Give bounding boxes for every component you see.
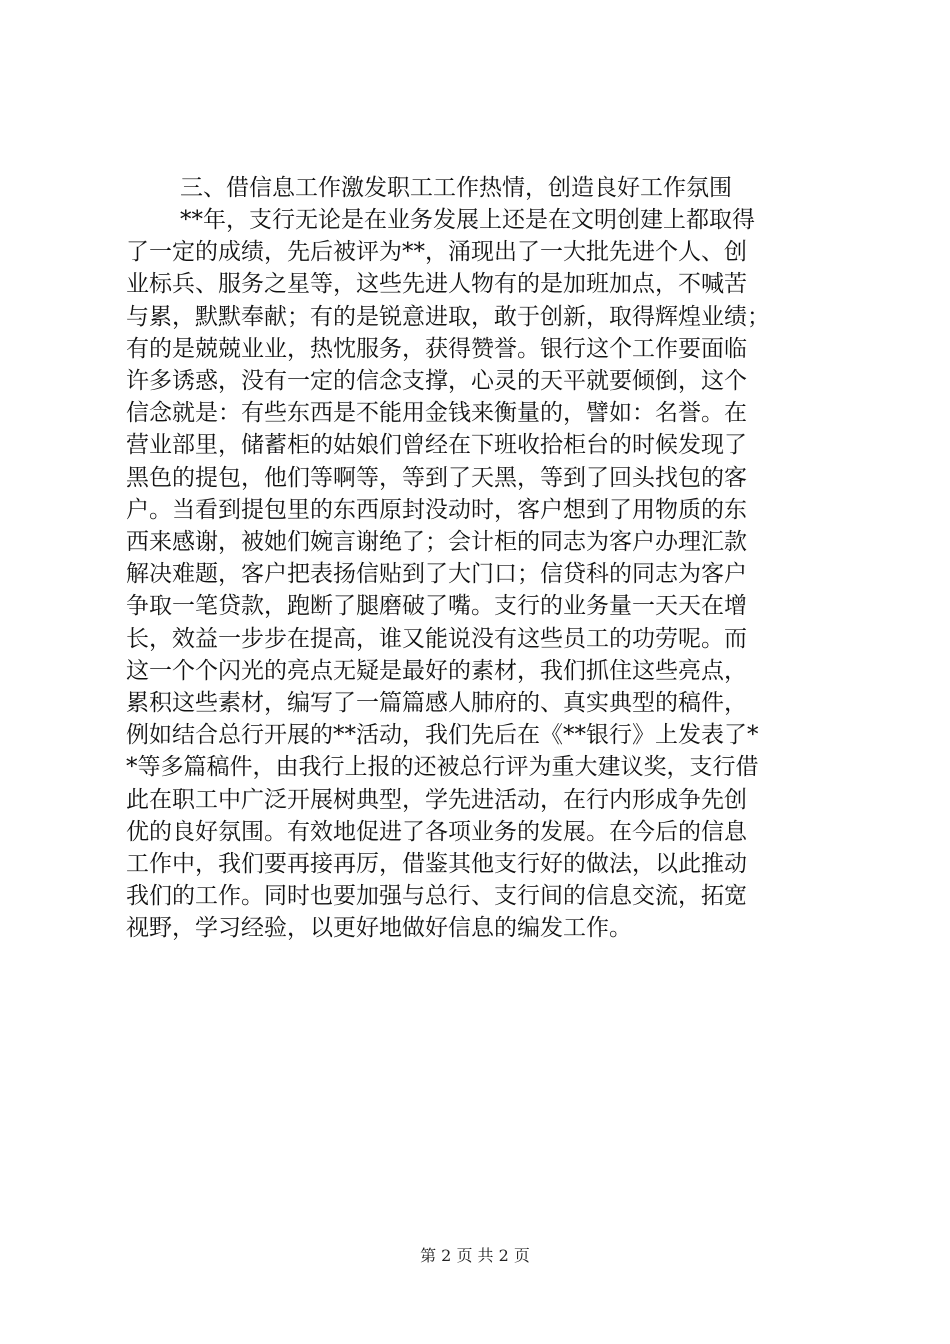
paragraph-line: *等多篇稿件，由我行上报的还被总行评为重大建议奖，支行借	[126, 754, 759, 781]
paragraph-line: 许多诱惑，没有一定的信念支撑，心灵的天平就要倾倒，这个	[126, 368, 747, 395]
paragraph-line: 争取一笔贷款，跑断了腿磨破了嘴。支行的业务量一天天在增	[126, 593, 747, 620]
paragraph-line: 户。当看到提包里的东西原封没动时，客户想到了用物质的东	[126, 496, 747, 523]
paragraph-line: 长，效益一步步在提高，谁又能说没有这些员工的功劳呢。而	[126, 625, 747, 652]
paragraph-line: 黑色的提包，他们等啊等，等到了天黑，等到了回头找包的客	[126, 464, 747, 491]
paragraph-line: 我们的工作。同时也要加强与总行、支行间的信息交流，拓宽	[126, 883, 747, 910]
paragraph-line: 工作中，我们要再接再厉，借鉴其他支行好的做法，以此推动	[126, 851, 747, 878]
paragraph-line: **年，支行无论是在业务发展上还是在文明创建上都取得	[180, 207, 755, 233]
paragraph-line: 有的是兢兢业业，热忱服务，获得赞誉。银行这个工作要面临	[126, 335, 747, 362]
page-number: 第 2 页 共 2 页	[420, 1246, 530, 1265]
paragraph-line: 累积这些素材，编写了一篇篇感人肺府的、真实典型的稿件，	[126, 690, 747, 717]
paragraph-line: 了一定的成绩，先后被评为**，涌现出了一大批先进个人、创	[126, 239, 747, 266]
paragraph-line: 例如结合总行开展的**活动，我们先后在《**银行》上发表了*	[126, 722, 759, 749]
paragraph-line: 视野，学习经验，以更好地做好信息的编发工作。	[126, 915, 632, 942]
section-heading: 三、借信息工作激发职工工作热情，创造良好工作氛围	[180, 175, 732, 201]
paragraph	[126, 204, 836, 945]
paragraph-line: 营业部里，储蓄柜的姑娘们曾经在下班收拾柜台的时候发现了	[126, 432, 747, 459]
paragraph-line: 此在职工中广泛开展树典型，学先进活动，在行内形成争先创	[126, 786, 747, 813]
paragraph-line: 优的良好氛围。有效地促进了各项业务的发展。在今后的信息	[126, 818, 747, 845]
page-footer	[0, 1245, 950, 1267]
paragraph-line: 与累，默默奉献；有的是锐意进取，敢于创新，取得辉煌业绩；	[126, 303, 770, 330]
paragraph-line: 西来感谢，被她们婉言谢绝了；会计柜的同志为客户办理汇款	[126, 529, 747, 556]
paragraph-line: 信念就是：有些东西是不能用金钱来衡量的，譬如：名誉。在	[126, 400, 747, 427]
paragraph-line: 这一个个闪光的亮点无疑是最好的素材，我们抓住这些亮点，	[126, 657, 747, 684]
paragraph-line: 业标兵、服务之星等，这些先进人物有的是加班加点，不喊苦	[126, 271, 747, 298]
paragraph-line: 解决难题，客户把表扬信贴到了大门口；信贷科的同志为客户	[126, 561, 747, 588]
document-body	[126, 172, 836, 945]
